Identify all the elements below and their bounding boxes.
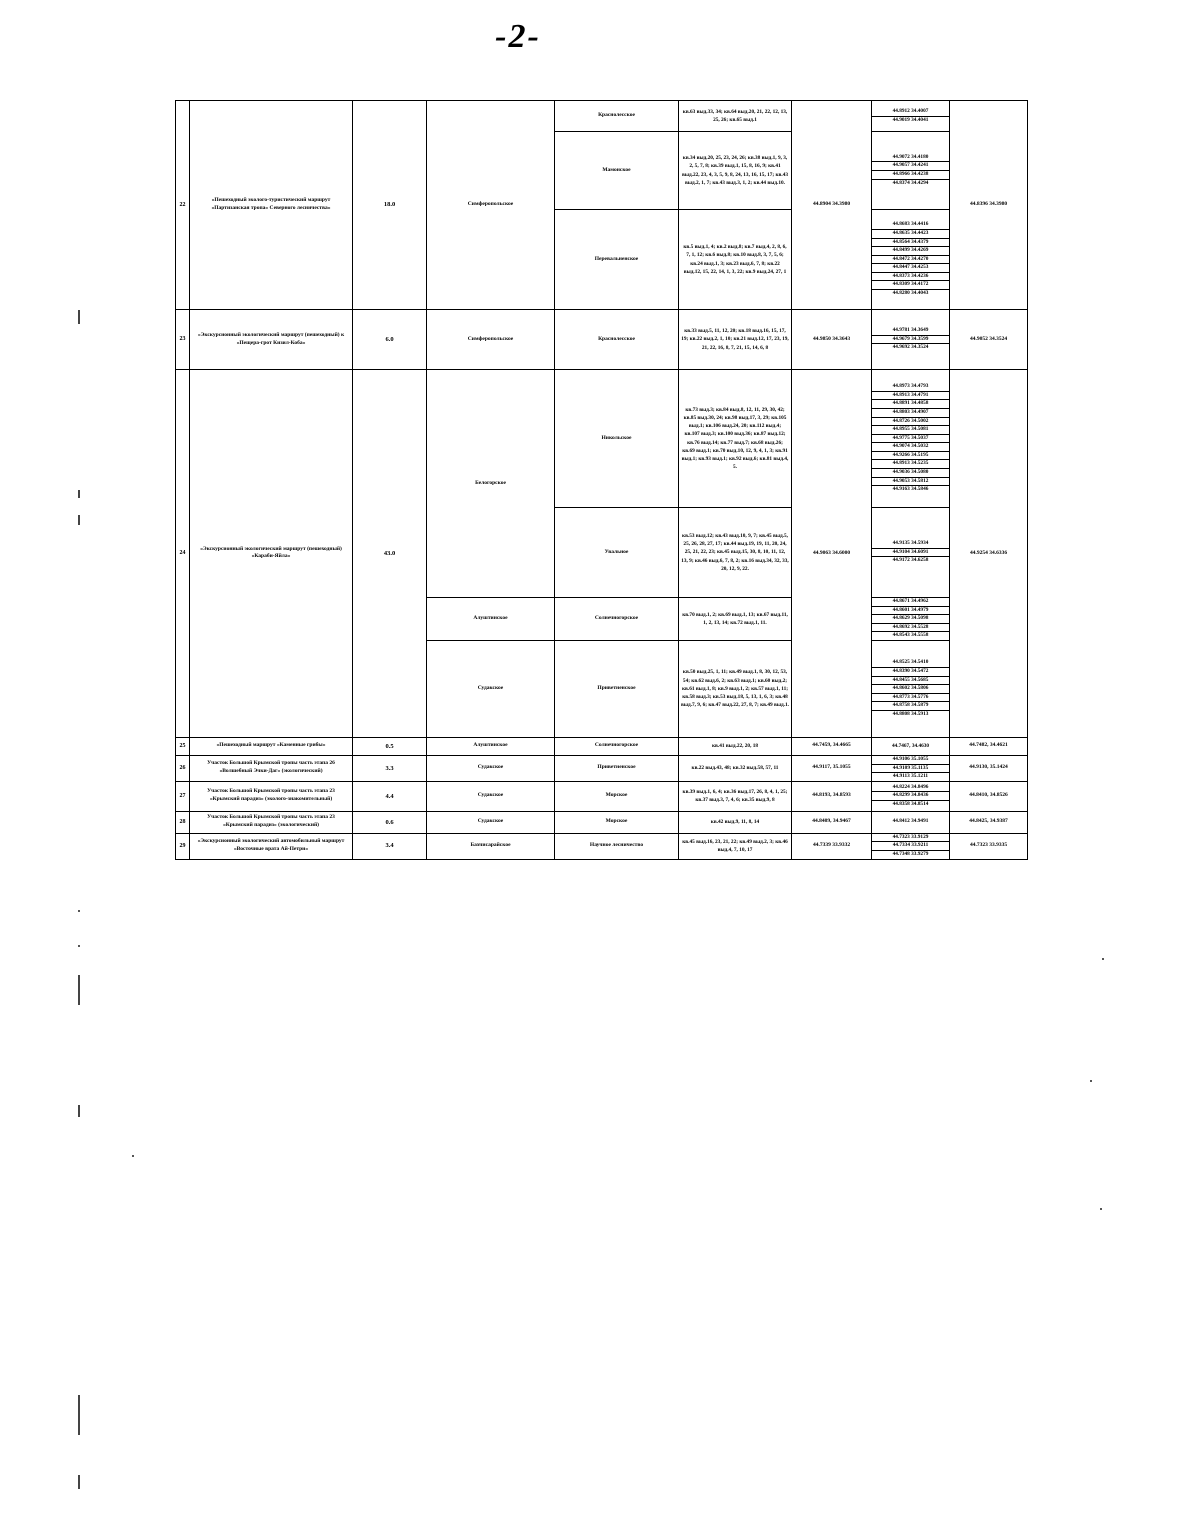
- quarters: кв.22 выд.43, 48; кв.32 выд.58, 57, 11: [679, 755, 792, 781]
- route-name: «Экскурсионный экологический автомобильный маршрут «Восточные врата Ай-Петри»: [190, 833, 353, 859]
- turn-points: [872, 210, 950, 310]
- district: Белогорское: [427, 370, 555, 598]
- turn-points: [872, 101, 950, 132]
- route-length: 3.4: [353, 833, 427, 859]
- coord-value: 44.8692 34.5528: [872, 624, 949, 633]
- row-number: 25: [176, 737, 190, 755]
- coord-value: 44.9019 34.4041: [892, 116, 929, 123]
- quarters: кв.5 выд.1, 4; кв.2 выд.8; кв.7 выд.4, 2, 8, 6, 7, 1, 12; кв.6 выд.8; кв.10 выд.8, 3, 7, 5, 6; кв.24 выд.1, 3; кв.23 выд.6, 7, 8; кв.22 выд.12, 15, 22, 14, 1, 3, 22; кв.9 выд.24, 27, 1: [679, 210, 792, 310]
- coord-value: 44.8773 34.5776: [872, 694, 949, 703]
- end-point: 44.8396 34.3980: [950, 101, 1028, 310]
- forestry: Перевальненское: [555, 210, 679, 310]
- quarters: кв.34 выд.20, 25, 23, 24, 26; кв.38 выд.1, 9, 3, 2, 5, 7, 8; кв.39 выд.1, 15, 8, 16, 9; кв.41 выд.22, 23, 4, 3, 5, 9, 8, 24, 13, 16, 15, 17; кв.43 выд.2, 1, 7; кв.43 выд.3, 1, 2; кв.44 выд.10.: [679, 132, 792, 210]
- coord-value: 44.8224 34.8496: [872, 784, 949, 793]
- coord-value: 44.8635 34.4423: [872, 230, 949, 239]
- scan-mark: [78, 1475, 80, 1489]
- forestry: Приветненское: [555, 640, 679, 737]
- coord-value: 44.7348 33.9279: [892, 850, 929, 857]
- route-length: 43.0: [353, 370, 427, 738]
- scan-dot: [1102, 958, 1104, 960]
- turn-points: [872, 370, 950, 508]
- scan-mark: [78, 1105, 80, 1117]
- coord-value: 44.9775 34.5037: [872, 435, 949, 444]
- coord-value: 44.9679 34.3599: [872, 336, 949, 345]
- scan-mark: [78, 975, 80, 1005]
- district: Алуштинское: [427, 598, 555, 641]
- district: Судакское: [427, 755, 555, 781]
- coord-value: 44.9692 34.3524: [892, 344, 929, 351]
- route-name: «Экскурсионный экологический маршрут (пешеходный) «Караби-Яйла»: [190, 370, 353, 738]
- scan-dot: [1090, 1080, 1092, 1082]
- table-row: [176, 781, 1028, 811]
- start-point: 44.9850 34.3643: [792, 310, 872, 370]
- coord-value: 44.8671 34.4962: [872, 598, 949, 607]
- turn-points: [872, 508, 950, 598]
- coord-value: 44.9053 34.5812: [872, 478, 949, 487]
- coord-value: 44.8966 34.4238: [872, 171, 949, 180]
- scan-dot: [78, 910, 80, 912]
- end-point: 44.9052 34.3524: [950, 310, 1028, 370]
- start-point: 44.7459, 34.4665: [792, 737, 872, 755]
- coords-list: [872, 598, 949, 640]
- coord-value: 44.9266 34.5195: [872, 452, 949, 461]
- coord-value: 44.9172 34.6258: [892, 557, 929, 564]
- coord-value: 44.8955 34.5081: [872, 426, 949, 435]
- coord-value: 44.8412 34.9491: [892, 818, 929, 825]
- district: Бахчисарайское: [427, 833, 555, 859]
- coord-value: 44.8455 34.5685: [872, 677, 949, 686]
- coord-value: 44.8299 34.8436: [872, 792, 949, 801]
- route-name: Участок Большой Крымской тропы часть этапа 23 «Крымский парадиз» (эколого-знакомительный): [190, 781, 353, 811]
- quarters: кв.41 выд.22, 20, 18: [679, 737, 792, 755]
- quarters: кв.39 выд.1, 6, 4; кв.36 выд.17, 26, 8, 4, 1, 25; кв.37 выд.3, 7, 4, 6; кв.35 выд.9, 8: [679, 781, 792, 811]
- coord-value: 44.8913 34.4791: [872, 392, 949, 401]
- coords-list: [872, 383, 949, 494]
- route-length: 4.4: [353, 781, 427, 811]
- coord-value: 44.8280 34.4043: [892, 290, 929, 297]
- scan-mark: [78, 310, 80, 324]
- forestry: Приветненское: [555, 755, 679, 781]
- start-point: 44.8193, 34.8593: [792, 781, 872, 811]
- table-row: [176, 310, 1028, 370]
- row-number: 26: [176, 755, 190, 781]
- coord-value: 44.8601 34.4979: [872, 607, 949, 616]
- end-point: 44.8410, 34.8526: [950, 781, 1028, 811]
- coord-value: 44.9057 34.4241: [872, 162, 949, 171]
- forestry: Краснолесское: [555, 101, 679, 132]
- coord-value: 44.9036 34.5080: [872, 469, 949, 478]
- coord-value: 44.8499 34.4269: [872, 247, 949, 256]
- district: Судакское: [427, 640, 555, 737]
- coord-value: 44.8891 34.4858: [872, 400, 949, 409]
- coord-value: 44.7467, 34.4630: [891, 742, 930, 749]
- end-point: 44.9254 34.6336: [950, 370, 1028, 738]
- forestry: Солнечногорское: [555, 737, 679, 755]
- coord-value: 44.9135 34.5934: [872, 540, 949, 549]
- table-row: [176, 811, 1028, 833]
- route-length: 6.0: [353, 310, 427, 370]
- district: Судакское: [427, 781, 555, 811]
- coord-value: 44.9163 34.5846: [892, 486, 929, 493]
- coord-value: 44.8525 34.5410: [872, 659, 949, 668]
- turn-points: [872, 640, 950, 737]
- scan-dot: [132, 1155, 134, 1157]
- end-point: 44.7323 33.9335: [950, 833, 1028, 859]
- turn-points: [872, 781, 950, 811]
- coord-value: 44.8726 34.5002: [872, 418, 949, 427]
- row-number: 27: [176, 781, 190, 811]
- coord-value: 44.7323 33.9129: [872, 834, 949, 843]
- coord-value: 44.9113 35.1211: [892, 773, 929, 780]
- table-row: [176, 737, 1028, 755]
- district: Алуштинское: [427, 737, 555, 755]
- end-point: 44.9130, 35.1424: [950, 755, 1028, 781]
- start-point: 44.7339 33.9332: [792, 833, 872, 859]
- coord-value: 44.8913 34.5235: [872, 460, 949, 469]
- coord-value: 44.9106 35.1055: [872, 756, 949, 765]
- table-row: [176, 370, 1028, 508]
- coords-list: [872, 756, 949, 781]
- scan-mark: [78, 515, 80, 525]
- table-row: [176, 101, 1028, 132]
- quarters: кв.70 выд.1, 2; кв.69 выд.1, 13; кв.67 выд.11, 1, 2, 13, 14; кв.72 выд.1, 11.: [679, 598, 792, 641]
- coord-value: 44.8758 34.5879: [872, 702, 949, 711]
- coord-value: 44.9072 34.4180: [872, 154, 949, 163]
- district: Симферопольское: [427, 310, 555, 370]
- row-number: 22: [176, 101, 190, 310]
- scan-mark: [78, 490, 80, 498]
- coords-list: [872, 784, 949, 809]
- coord-value: 44.8373 34.4236: [872, 273, 949, 282]
- route-name: Участок Большой Крымской тропы часть этапа 26 «Волшебный Эчки-Даг» (экологический): [190, 755, 353, 781]
- coord-value: 44.8973 34.4793: [872, 383, 949, 392]
- scan-dot: [78, 945, 80, 947]
- scan-mark: [78, 1395, 80, 1435]
- turn-points: [872, 755, 950, 781]
- quarters: кв.53 выд.12; кв.43 выд.10, 9, 7; кв.45 выд.5, 25, 26, 28, 27, 17; кв.44 выд.19, 19, 11, 20, 24, 25, 21, 22, 23; кв.45 выд.15, 30, 8, 10, 11, 12, 13, 9; кв.46 выд.6, 7, 8, 2; кв.16 выд.34, 32, 33, 20, 12, 9, 22.: [679, 508, 792, 598]
- start-point: 44.9063 34.6000: [792, 370, 872, 738]
- route-name: Участок Большой Крымской тропы часть этапа 23 «Крымский парадиз» (экологический): [190, 811, 353, 833]
- forestry: Морское: [555, 811, 679, 833]
- coord-value: 44.8390 34.5472: [872, 668, 949, 677]
- forestry: Солнечногорское: [555, 598, 679, 641]
- forestry: Никольское: [555, 370, 679, 508]
- turn-points: [872, 310, 950, 370]
- quarters: кв.63 выд.33, 34; кв.64 выд.20, 21, 22, 12, 13, 25, 26; кв.65 выд.1: [679, 101, 792, 132]
- row-number: 29: [176, 833, 190, 859]
- coord-value: 44.8912 34.4007: [872, 108, 949, 117]
- page-number: -2-: [495, 18, 541, 55]
- coord-value: 44.8374 34.4294: [892, 179, 929, 186]
- coord-value: 44.9104 34.6091: [872, 549, 949, 558]
- quarters: кв.45 выд.16, 23, 21, 22; кв.49 выд.2, 3; кв.46 выд.4, 7, 10, 17: [679, 833, 792, 859]
- end-point: 44.7482, 34.4621: [950, 737, 1028, 755]
- quarters: кв.73 выд.3; кв.84 выд.8, 12, 11, 29, 30, 42; кв.85 выд.30, 24; кв.98 выд.17, 3, 29; кв.105 выд.1; кв.106 выд.24, 20; кв.112 выд.4; кв.107 выд.3; кв.100 выд.36; кв.87 выд.12; кв.76 выд.14; кв.77 выд.7; кв.68 выд.26; кв.69 выд.1; кв.70 выд.10, 12, 9, 4, 1, 3; кв.91 выд.1; кв.93 выд.1; кв.92 выд.6; кв.81 выд.4, 5.: [679, 370, 792, 508]
- route-name: «Пешеходный маршрут «Каменные грибы»: [190, 737, 353, 755]
- table-row: [176, 755, 1028, 781]
- scan-dot: [1100, 1208, 1102, 1210]
- turn-points: [872, 833, 950, 859]
- coords-list: [872, 108, 949, 124]
- coords-list: [872, 327, 949, 352]
- row-number: 23: [176, 310, 190, 370]
- quarters: кв.33 выд.5, 11, 12, 20; кв.18 выд.16, 15, 17, 19; кв.22 выд.2, 1, 10; кв.21 выд.12, 17, 23, 19, 21, 22, 16, 8, 7, 21, 15, 14, 6, 8: [679, 310, 792, 370]
- forestry: Мамонское: [555, 132, 679, 210]
- coord-value: 44.9074 34.5032: [872, 443, 949, 452]
- route-length: 3.3: [353, 755, 427, 781]
- start-point: 44.9117, 35.1055: [792, 755, 872, 781]
- start-point: 44.8409, 34.9467: [792, 811, 872, 833]
- coords-list: [872, 818, 949, 826]
- district: Симферопольское: [427, 101, 555, 310]
- turn-points: [872, 132, 950, 210]
- end-point: 44.8425, 34.9387: [950, 811, 1028, 833]
- route-length: 18.0: [353, 101, 427, 310]
- coords-list: [872, 834, 949, 859]
- coord-value: 44.8629 34.5098: [872, 615, 949, 624]
- forestry: Увальное: [555, 508, 679, 598]
- route-length: 0.6: [353, 811, 427, 833]
- coords-list: [872, 540, 949, 565]
- coord-value: 44.8472 34.4270: [872, 256, 949, 265]
- coords-list: [872, 659, 949, 718]
- coords-list: [872, 154, 949, 187]
- turn-points: [872, 811, 950, 833]
- coord-value: 44.8564 34.4379: [872, 239, 949, 248]
- quarters: кв.50 выд.25, 1, 11; кв.49 выд.1, 8, 30, 12, 53, 54; кв.62 выд.6, 2; кв.63 выд.1; кв.60 выд.2; кв.61 выд.1, 8; кв.9 выд.1, 2; кв.57 выд.1, 11; кв.58 выд.3; кв.53 выд.18, 5, 13, 1, 6, 3; кв.48 выд.7, 9, 6; кв.47 выд.22, 27, 8, 7; кв.49 выд.1.: [679, 640, 792, 737]
- row-number: 28: [176, 811, 190, 833]
- coord-value: 44.8803 34.4907: [872, 409, 949, 418]
- turn-points: [872, 598, 950, 641]
- forestry: Научное лесничество: [555, 833, 679, 859]
- coord-value: 44.8808 34.5913: [892, 710, 929, 717]
- start-point: 44.8904 34.3980: [792, 101, 872, 310]
- forestry: Краснолесское: [555, 310, 679, 370]
- table-row: [176, 833, 1028, 859]
- coords-list: [872, 743, 949, 751]
- quarters: кв.42 выд.9, 11, 8, 14: [679, 811, 792, 833]
- route-name: «Пешеходный эколого-туристический маршрут «Партизанская тропа» Северного лесничества»: [190, 101, 353, 310]
- coord-value: 44.8309 34.4172: [872, 281, 949, 290]
- coords-list: [872, 221, 949, 297]
- coord-value: 44.8447 34.4253: [872, 264, 949, 273]
- turn-points: [872, 737, 950, 755]
- district: Судакское: [427, 811, 555, 833]
- coord-value: 44.9109 35.1135: [872, 765, 949, 774]
- coord-value: 44.8543 34.5558: [892, 632, 929, 639]
- forestry: Морское: [555, 781, 679, 811]
- coord-value: 44.8358 34.8514: [892, 801, 929, 808]
- route-length: 0.5: [353, 737, 427, 755]
- routes-table: [175, 100, 1028, 860]
- coord-value: 44.8683 34.4416: [872, 221, 949, 230]
- row-number: 24: [176, 370, 190, 738]
- coord-value: 44.7334 33.9211: [872, 842, 949, 851]
- route-name: «Экскурсионный экологический маршрут (пешеходный) к «Пещера-грот Кизил-Коба»: [190, 310, 353, 370]
- coord-value: 44.8602 34.5806: [872, 685, 949, 694]
- coord-value: 44.9781 34.3649: [872, 327, 949, 336]
